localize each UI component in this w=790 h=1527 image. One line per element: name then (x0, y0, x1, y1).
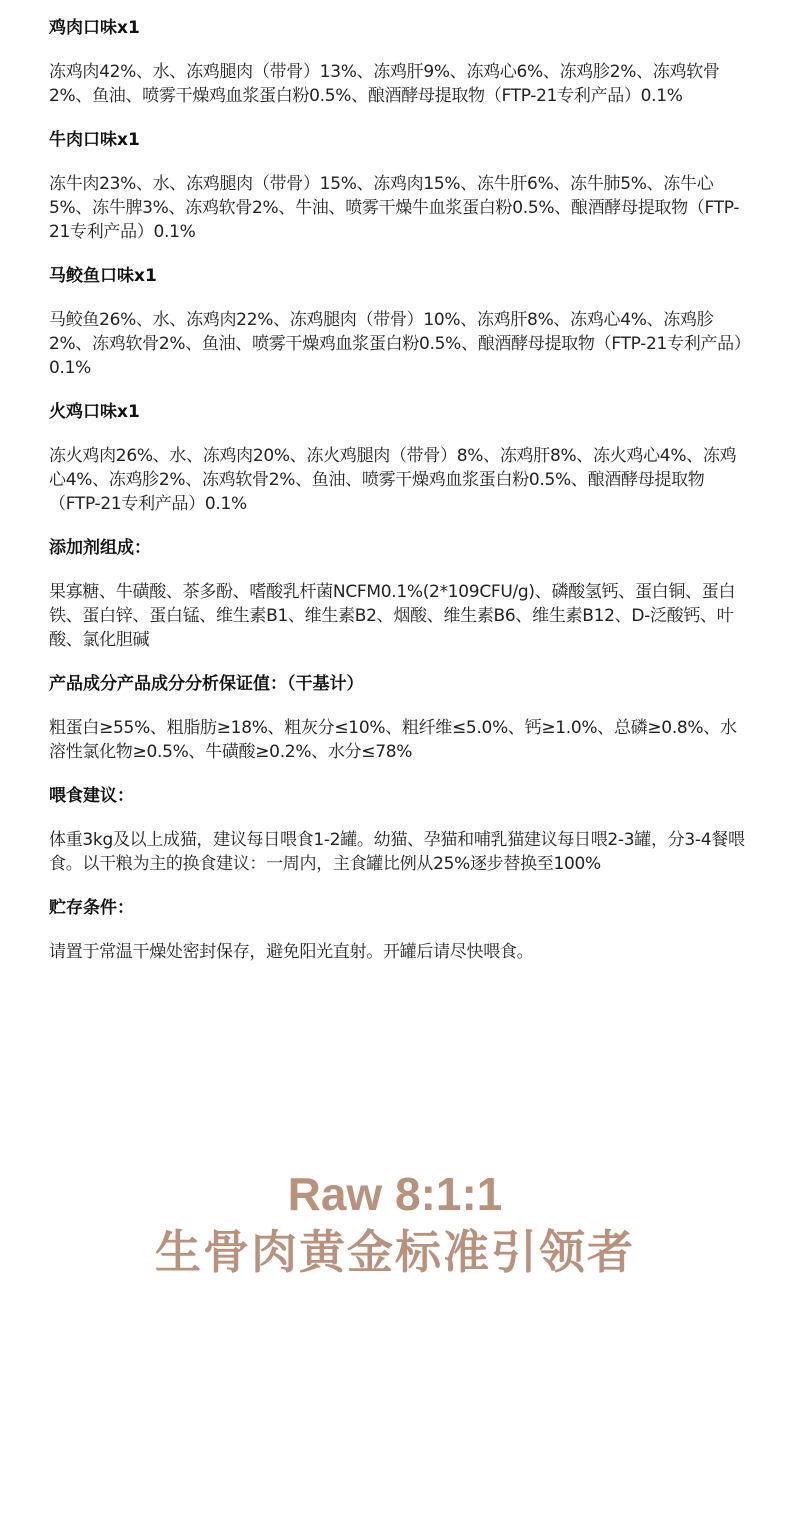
ingredients-document (49, 14, 749, 982)
slogan-tagline: 生骨肉黄金标准引领者 (155, 1226, 635, 1278)
section-text: 冻火鸡肉26%、水、冻鸡肉20%、冻火鸡腿肉（带骨）8%、冻鸡肝8%、冻火鸡心4%、冻鸡心4%、冻鸡胗2%、冻鸡软骨2%、鱼油、喷雾干燥鸡血浆蛋白粉0.5%、酿酒酵母提取物（FTP-21专利产品）0.1% (49, 446, 737, 514)
section-text: 马鲛鱼26%、水、冻鸡肉22%、冻鸡腿肉（带骨）10%、冻鸡肝8%、冻鸡心4%、冻鸡胗2%、冻鸡软骨2%、鱼油、喷雾干燥鸡血浆蛋白粉0.5%、酿酒酵母提取物（FTP-21专利产品）0.1% (49, 310, 743, 378)
section-heading: 火鸡口味x1 (49, 402, 140, 422)
section-heading: 添加剂组成： (49, 538, 151, 558)
section-heading: 鸡肉口味x1 (49, 18, 140, 38)
section-additives (49, 534, 749, 652)
section-storage (49, 894, 749, 964)
section-mackerel (49, 262, 749, 380)
section-turkey (49, 398, 749, 516)
section-heading: 喂食建议： (49, 786, 134, 806)
section-text: 冻牛肉23%、水、冻鸡腿肉（带骨）15%、冻鸡肉15%、冻牛肝6%、冻牛肺5%、冻牛心5%、冻牛脾3%、冻鸡软骨2%、牛油、喷雾干燥牛血浆蛋白粉0.5%、酿酒酵母提取物（FTP-21专利产品）0.1% (49, 174, 740, 242)
section-heading: 马鲛鱼口味x1 (49, 266, 157, 286)
brand-slogan (0, 1165, 790, 1281)
section-text: 冻鸡肉42%、水、冻鸡腿肉（带骨）13%、冻鸡肝9%、冻鸡心6%、冻鸡胗2%、冻鸡软骨2%、鱼油、喷雾干燥鸡血浆蛋白粉0.5%、酿酒酵母提取物（FTP-21专利产品）0.1% (49, 62, 720, 106)
section-beef (49, 126, 749, 244)
section-text: 粗蛋白≥55%、粗脂肪≥18%、粗灰分≤10%、粗纤维≤5.0%、钙≥1.0%、总磷≥0.8%、水溶性氯化物≥0.5%、牛磺酸≥0.2%、水分≤78% (49, 718, 737, 762)
section-text: 体重3kg及以上成猫，建议每日喂食1-2罐。幼猫、孕猫和哺乳猫建议每日喂2-3罐，分3-4餐喂食。以干粮为主的换食建议：一周内，主食罐比例从25%逐步替换至100% (49, 830, 745, 874)
section-feeding (49, 782, 749, 876)
section-heading: 贮存条件： (49, 898, 134, 918)
section-chicken (49, 14, 749, 108)
section-text: 果寡糖、牛磺酸、茶多酚、嗜酸乳杆菌NCFM0.1%(2*109CFU/g)、磷酸氢钙、蛋白铜、蛋白铁、蛋白锌、蛋白锰、维生素B1、维生素B2、烟酸、维生素B6、维生素B12、D-泛酸钙、叶酸、氯化胆碱 (49, 582, 736, 650)
section-heading: 产品成分产品成分分析保证值：（干基计） (49, 674, 364, 694)
section-text: 请置于常温干燥处密封保存，避免阳光直射。开罐后请尽快喂食。 (49, 942, 534, 962)
section-analysis (49, 670, 749, 764)
slogan-ratio: Raw 8:1:1 (287, 1168, 503, 1220)
section-heading: 牛肉口味x1 (49, 130, 140, 150)
